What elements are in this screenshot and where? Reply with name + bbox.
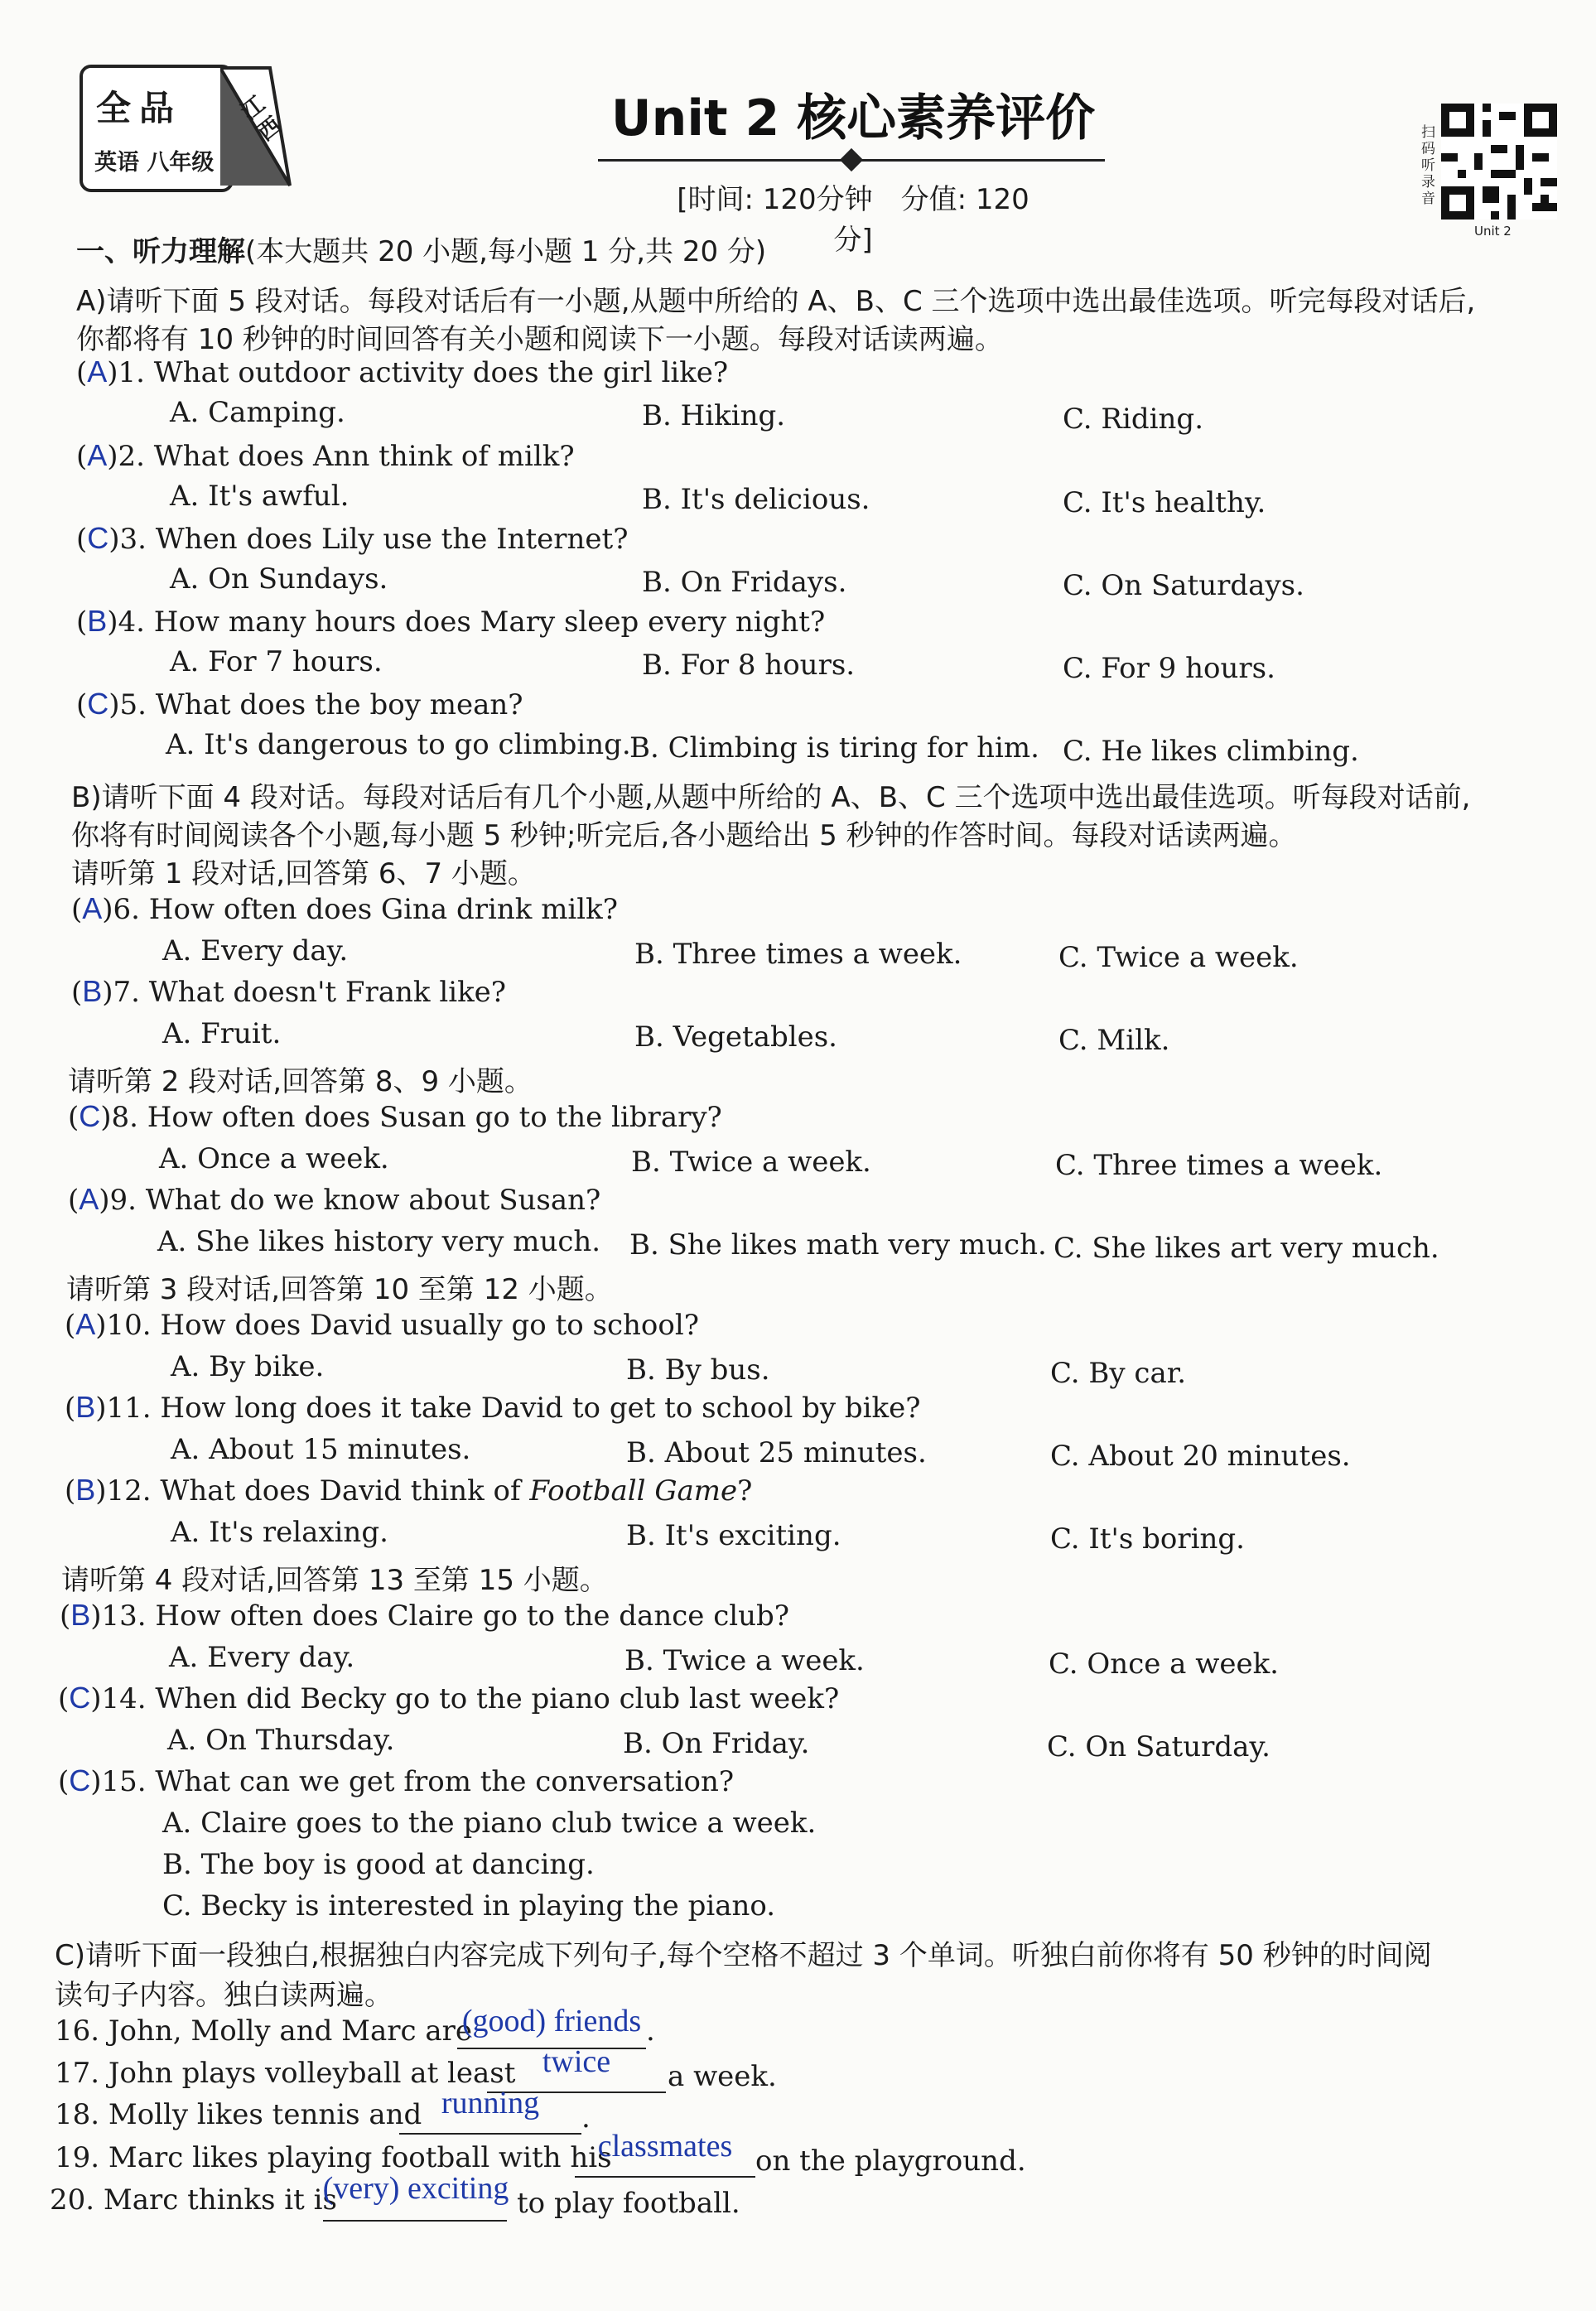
- q5-option-a: A. It's dangerous to go climbing.: [166, 728, 631, 761]
- q8-option-a: A. Once a week.: [159, 1142, 389, 1175]
- question-9-text: 9. What do we know about Susan?: [109, 1184, 601, 1217]
- q6-option-c: C. Twice a week.: [1058, 941, 1299, 974]
- qr-unit-label: Unit 2: [1474, 224, 1512, 239]
- answer-8: C: [79, 1099, 101, 1133]
- answer-3: C: [87, 521, 109, 555]
- question-10-text: 10. How does David usually go to school?: [106, 1309, 699, 1342]
- q4-option-a: A. For 7 hours.: [170, 645, 383, 678]
- page-title: Unit 2 核心素养评价: [610, 89, 1096, 147]
- fill-item-19: [55, 2141, 612, 2174]
- q13-option-a: A. Every day.: [169, 1641, 355, 1674]
- q4-option-b: B. For 8 hours.: [642, 649, 856, 682]
- answer-14: C: [69, 1681, 91, 1715]
- answer-2: A: [87, 438, 108, 472]
- fill-16-answer: (good) friends: [461, 2004, 642, 2038]
- q1-option-a: A. Camping.: [170, 396, 345, 429]
- answer-7: B: [82, 974, 103, 1008]
- dialogue-3-instruction: 请听第 3 段对话,回答第 10 至第 12 小题。: [66, 1273, 613, 1306]
- title-diamond: [840, 148, 863, 171]
- question-5: (C)5. What does the boy mean?: [76, 687, 523, 721]
- q7-option-a: A. Fruit.: [162, 1017, 282, 1050]
- q12-option-c: C. It's boring.: [1050, 1522, 1245, 1556]
- grade-label: 英语 八年级: [94, 150, 215, 176]
- section-note: (本大题共 20 小题,每小题 1 分,共 20 分): [245, 235, 767, 268]
- question-12-text: 12. What does David think of: [106, 1474, 530, 1508]
- q3-option-c: C. On Saturdays.: [1063, 569, 1304, 602]
- q11-option-b: B. About 25 minutes.: [626, 1436, 927, 1469]
- q3-option-b: B. On Fridays.: [642, 566, 847, 599]
- answer-6: A: [82, 891, 103, 925]
- brand-logo-box: [80, 65, 234, 192]
- q8-option-b: B. Twice a week.: [631, 1146, 871, 1179]
- q11-option-a: A. About 15 minutes.: [171, 1433, 471, 1466]
- section-heading: [76, 229, 766, 269]
- q8-option-c: C. Three times a week.: [1055, 1149, 1383, 1182]
- fill-item-18: [55, 2098, 422, 2131]
- q9-option-a: A. She likes history very much.: [157, 1225, 601, 1258]
- question-4: (B)4. How many hours does Mary sleep every night?: [76, 604, 826, 639]
- question-4-text: 4. How many hours does Mary sleep every night?: [118, 605, 826, 639]
- q14-option-b: B. On Friday.: [623, 1727, 810, 1760]
- fill-18-answer: running: [441, 2086, 540, 2120]
- part-b-instruction-1: B)请听下面 4 段对话。每段对话后有几个小题,从题中所给的 A、B、C 三个选项中选出最佳选项。听每段对话前,: [71, 781, 1471, 814]
- question-7: (B)7. What doesn't Frank like?: [71, 974, 507, 1009]
- question-14-text: 14. When did Becky go to the piano club last week?: [101, 1682, 840, 1715]
- q10-option-b: B. By bus.: [626, 1353, 770, 1387]
- question-11-text: 11. How long does it take David to get to school by bike?: [106, 1392, 921, 1425]
- question-14: (C)14. When did Becky go to the piano club last week?: [58, 1681, 840, 1715]
- q9-option-c: C. She likes art very much.: [1054, 1232, 1439, 1265]
- fill-18-prefix: 18. Molly likes tennis and: [55, 2098, 422, 2131]
- qr-caption: 扫码听录音: [1421, 124, 1435, 207]
- q7-option-c: C. Milk.: [1058, 1024, 1170, 1057]
- q1-option-c: C. Riding.: [1063, 403, 1203, 436]
- question-3-text: 3. When does Lily use the Internet?: [119, 523, 629, 556]
- question-13: (B)13. How often does Claire go to the dance club?: [60, 1598, 790, 1633]
- question-15-text: 15. What can we get from the conversation?: [101, 1765, 735, 1798]
- question-12-end: ?: [737, 1474, 753, 1508]
- q1-option-b: B. Hiking.: [642, 399, 786, 432]
- exam-meta: [时间: 120分钟 分值: 120分]: [677, 183, 1029, 257]
- q12-option-a: A. It's relaxing.: [171, 1516, 388, 1549]
- q12-option-b: B. It's exciting.: [626, 1519, 841, 1552]
- question-5-text: 5. What does the boy mean?: [119, 688, 523, 721]
- answer-10: A: [75, 1307, 96, 1341]
- question-6-text: 6. How often does Gina drink milk?: [113, 893, 619, 926]
- q4-option-c: C. For 9 hours.: [1063, 652, 1275, 685]
- question-1: (A)1. What outdoor activity does the girl like?: [76, 355, 729, 389]
- question-12: (B)12. What does David think of Football Game?: [65, 1473, 753, 1508]
- answer-4: B: [87, 604, 108, 638]
- section-title: 一、听力理解: [76, 235, 245, 268]
- dialogue-2-instruction: 请听第 2 段对话,回答第 8、9 小题。: [68, 1065, 533, 1098]
- answer-11: B: [75, 1390, 96, 1424]
- fill-16-suffix: .: [646, 2014, 655, 2048]
- q10-option-c: C. By car.: [1050, 1357, 1187, 1390]
- qr-code-icon[interactable]: [1441, 104, 1557, 220]
- q11-option-c: C. About 20 minutes.: [1050, 1440, 1351, 1473]
- q5-option-b: B. Climbing is tiring for him.: [629, 731, 1039, 765]
- q14-option-a: A. On Thursday.: [167, 1724, 395, 1757]
- question-7-text: 7. What doesn't Frank like?: [113, 976, 507, 1009]
- dialogue-4-instruction: 请听第 4 段对话,回答第 13 至第 15 小题。: [61, 1564, 608, 1597]
- q15-option-b: B. The boy is good at dancing.: [162, 1848, 595, 1881]
- q14-option-c: C. On Saturday.: [1047, 1730, 1271, 1763]
- brand-logo: [80, 65, 291, 189]
- q2-option-c: C. It's healthy.: [1063, 486, 1266, 519]
- question-12-title: Football Game: [529, 1474, 738, 1508]
- q5-option-c: C. He likes climbing.: [1063, 735, 1359, 768]
- q6-option-b: B. Three times a week.: [634, 938, 962, 971]
- fill-item-16: [55, 2014, 472, 2048]
- question-6: (A)6. How often does Gina drink milk?: [71, 891, 619, 926]
- q9-option-b: B. She likes math very much.: [629, 1228, 1047, 1262]
- fill-17-suffix: a week.: [668, 2060, 777, 2093]
- q2-option-b: B. It's delicious.: [642, 483, 870, 516]
- fill-19-answer: classmates: [597, 2129, 733, 2164]
- question-1-text: 1. What outdoor activity does the girl like?: [118, 356, 729, 389]
- question-3: (C)3. When does Lily use the Internet?: [76, 521, 629, 556]
- answer-5: C: [87, 687, 109, 721]
- question-10: (A)10. How does David usually go to school?: [65, 1307, 699, 1342]
- fill-20-suffix: to play football.: [517, 2187, 740, 2220]
- question-8-text: 8. How often does Susan go to the library?: [111, 1101, 722, 1134]
- part-c-instruction-2: 读句子内容。独白读两遍。: [55, 1979, 393, 2012]
- answer-9: A: [79, 1182, 99, 1216]
- answer-1: A: [87, 355, 108, 388]
- q6-option-a: A. Every day.: [162, 934, 349, 967]
- fill-17-answer: twice: [542, 2044, 611, 2079]
- fill-18-suffix: .: [581, 2101, 591, 2135]
- question-2: (A)2. What does Ann think of milk?: [76, 438, 575, 473]
- fill-20-prefix: 20. Marc thinks it is: [50, 2183, 337, 2217]
- fill-item-20: [50, 2183, 337, 2217]
- q15-option-c: C. Becky is interested in playing the piano.: [162, 1889, 776, 1923]
- q13-option-b: B. Twice a week.: [624, 1644, 865, 1677]
- question-2-text: 2. What does Ann think of milk?: [118, 440, 575, 473]
- q13-option-c: C. Once a week.: [1049, 1648, 1279, 1681]
- q3-option-a: A. On Sundays.: [170, 562, 388, 596]
- fill-17-prefix: 17. John plays volleyball at least: [55, 2057, 516, 2090]
- q10-option-a: A. By bike.: [171, 1350, 325, 1383]
- part-c-instruction-1: C)请听下面一段独白,根据独白内容完成下列句子,每个空格不超过 3 个单词。听独白前你将有 50 秒钟的时间阅: [55, 1939, 1432, 1972]
- question-11: (B)11. How long does it take David to get to school by bike?: [65, 1390, 921, 1425]
- dialogue-1-instruction: 请听第 1 段对话,回答第 6、7 小题。: [71, 857, 536, 890]
- q15-option-a: A. Claire goes to the piano club twice a week.: [162, 1807, 817, 1840]
- fill-16-prefix: 16. John, Molly and Marc are: [55, 2014, 473, 2048]
- q2-option-a: A. It's awful.: [170, 480, 350, 513]
- region-label: 江西: [236, 91, 287, 147]
- question-8: (C)8. How often does Susan go to the library?: [68, 1099, 722, 1134]
- question-15: (C)15. What can we get from the conversation?: [58, 1763, 735, 1798]
- part-b-instruction-2: 你将有时间阅读各个小题,每小题 5 秒钟;听完后,各小题给出 5 秒钟的作答时间。每段对话读两遍。: [71, 819, 1297, 852]
- answer-12: B: [75, 1473, 96, 1507]
- answer-13: B: [70, 1598, 91, 1632]
- part-a-instruction-2: 你都将有 10 秒钟的时间回答有关小题和阅读下一小题。每段对话读两遍。: [76, 323, 1003, 356]
- fill-20-answer: (very) exciting: [322, 2171, 509, 2206]
- part-a-instruction-1: A)请听下面 5 段对话。每段对话后有一小题,从题中所给的 A、B、C 三个选项中选出最佳选项。听完每段对话后,: [76, 285, 1476, 318]
- answer-15: C: [69, 1763, 91, 1797]
- fill-19-prefix: 19. Marc likes playing football with his: [55, 2141, 612, 2174]
- fill-19-suffix: on the playground.: [755, 2145, 1026, 2178]
- brand-name: 全品: [96, 88, 183, 128]
- question-13-text: 13. How often does Claire go to the dance club?: [101, 1599, 790, 1633]
- question-9: (A)9. What do we know about Susan?: [68, 1182, 601, 1217]
- q7-option-b: B. Vegetables.: [634, 1020, 837, 1054]
